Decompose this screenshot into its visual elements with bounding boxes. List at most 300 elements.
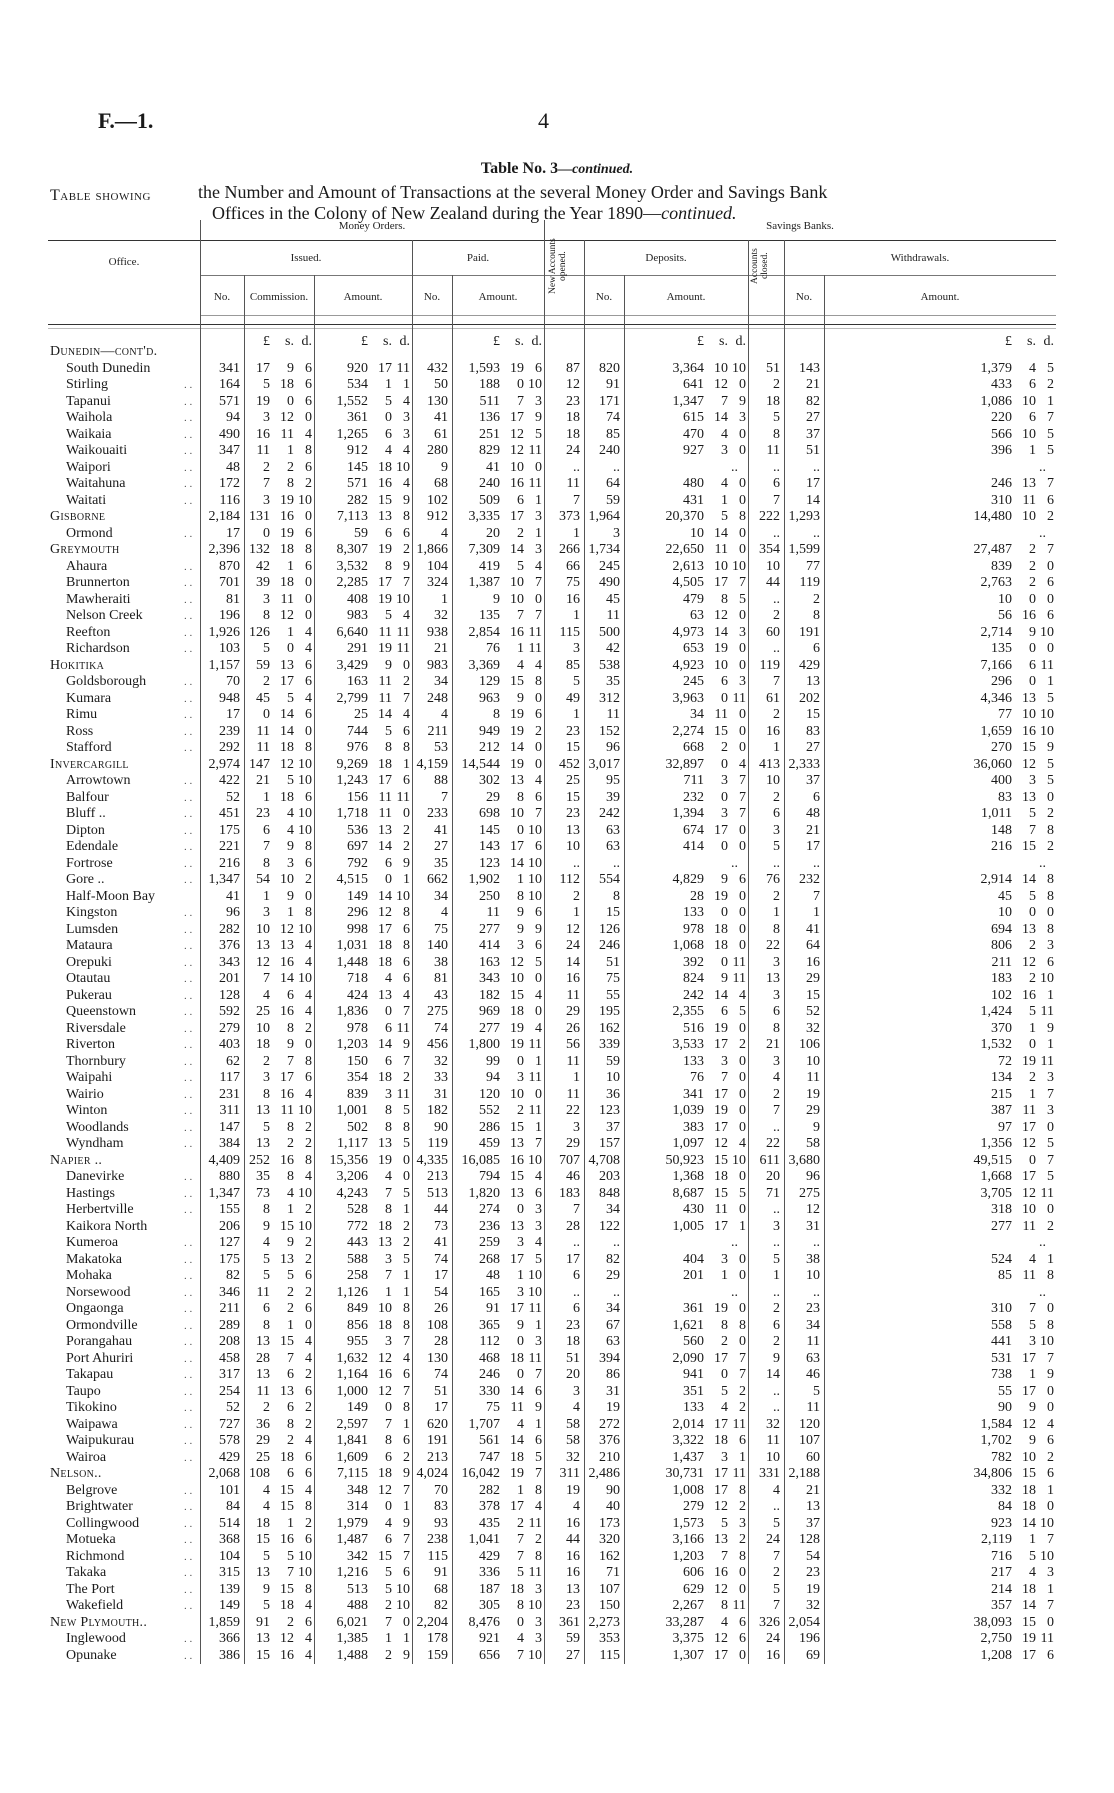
pounds: 8 [263,608,270,623]
count-value: 63 [606,839,620,854]
pence: 6 [1047,575,1054,590]
count-value: 63 [606,822,620,838]
shillings: 0 [721,1367,728,1382]
office-name: Thornbury [66,1053,126,1069]
shillings: 19 [378,1152,392,1168]
pounds: 236 [479,1218,500,1234]
count-value: 29 [566,1136,580,1151]
shillings: 15 [280,1581,294,1597]
shillings: 10 [714,558,728,574]
shillings: 4 [287,822,294,838]
pence: 2 [305,872,312,887]
pence: 10 [528,1152,542,1168]
office-name: Greymouth [50,542,120,557]
count-value: 195 [599,1004,620,1019]
pence: 7 [535,1136,542,1151]
pence: 4 [535,1169,542,1184]
pounds: 1,979 [336,1515,368,1531]
count-value: 21 [766,1037,780,1052]
shillings: 18 [1022,1581,1036,1597]
count-value: 578 [219,1433,240,1448]
shillings: 16 [510,624,524,640]
pence: 8 [739,509,746,524]
pence: 8 [403,509,410,524]
pence: 10 [298,1565,312,1580]
count-value: 36 [606,1086,620,1102]
shillings: 17 [510,410,524,425]
office-name: Mawheraiti [66,591,131,607]
count-value: 191 [427,1433,448,1448]
pounds: 135 [991,641,1012,656]
shillings: 0 [1029,641,1036,656]
count-value: 203 [599,1169,620,1184]
shillings: 11 [714,707,728,722]
pounds: 0 [263,525,270,541]
pounds: 976 [347,740,368,755]
pounds: 149 [347,1400,368,1415]
shillings: 11 [714,1202,728,1217]
count-value: 159 [427,1647,448,1663]
count-value: 315 [219,1565,240,1580]
office-name: Kingston [66,905,118,920]
pounds: 949 [479,723,500,739]
office-name: Balfour [66,789,109,805]
count-value: 27 [806,740,820,755]
count-value: 12 [566,921,580,937]
shillings: 14 [1022,1515,1036,1531]
pence: 7 [739,575,746,590]
pence: 8 [403,938,410,953]
pounds: 0 [263,707,270,722]
shillings: 13 [378,987,392,1003]
count-value: 254 [219,1383,240,1399]
pence: 1 [403,872,410,887]
shillings: 19 [280,525,294,541]
pence: 6 [305,1070,312,1085]
leader-dots: . . [184,461,193,474]
count-value: 59 [566,1631,580,1646]
count-value: 9 [813,1119,820,1135]
count-value: 23 [566,806,580,821]
count-value: 15 [566,740,580,755]
count-value: 16 [566,1515,580,1531]
shillings: 4 [385,1515,392,1531]
shillings: 17 [1022,1119,1036,1135]
pounds: 11 [256,740,270,755]
pounds: 19 [256,393,270,409]
pence: 3 [535,1202,542,1217]
pence: 0 [305,575,312,590]
count-value: 11 [806,1400,820,1415]
shillings: 12 [1022,1136,1036,1151]
shillings: 0 [721,839,728,854]
office-name: South Dunedin [66,360,151,376]
shillings: 11 [1022,1103,1036,1118]
count-value: 42 [606,641,620,656]
shillings: 10 [714,360,728,376]
count-value: 216 [219,855,240,871]
pence: 0 [403,1152,410,1168]
shillings: 5 [1029,1548,1036,1564]
pounds: 10 [256,1020,270,1036]
pence: 8 [1047,888,1054,904]
shillings: 10 [1022,1449,1036,1465]
shillings: 7 [517,608,524,623]
pounds: 365 [479,1317,500,1333]
pounds: 1,593 [468,360,500,376]
office-name: Stirling [66,377,109,392]
office-name: Collingwood [66,1515,140,1531]
shillings: 12 [1022,1416,1036,1432]
office-name: Motueka [66,1532,116,1547]
pounds: 212 [479,740,500,755]
pence: 0 [1047,1301,1054,1316]
count-value: 11 [806,1070,820,1085]
pounds: 615 [683,410,704,425]
shillings: 0 [517,1202,524,1217]
caption-line1: the Number and Amount of Transactions at the several Money Order and Savings Bank [198,182,828,202]
shillings: 8 [517,789,524,805]
pence: 10 [298,773,312,788]
pounds: 2,267 [672,1598,704,1613]
pence: 3 [1047,938,1054,953]
shillings: 2 [517,525,524,541]
count-value: 46 [806,1367,820,1382]
shillings: 3 [517,938,524,953]
shillings: 1 [721,1268,728,1283]
count-value: 82 [606,1251,620,1267]
count-value: 3 [773,954,780,970]
pounds: 782 [991,1449,1012,1465]
office-name: Danevirke [66,1169,125,1184]
count-value: 2 [573,888,580,904]
shillings: 9 [287,1037,294,1052]
count-value: 20 [766,1169,780,1184]
pence: 10 [1040,1548,1054,1564]
pence: 4 [403,608,410,623]
leader-dots: . . [184,841,193,853]
pounds: 145 [479,822,500,838]
count-value: 1 [573,1070,580,1085]
shillings: 17 [510,509,524,524]
count-value: 85 [566,657,580,673]
pence: 4 [535,1235,542,1250]
shillings: 18 [378,1218,392,1234]
pence: 0 [305,509,312,524]
pence: 6 [305,459,312,475]
shillings: 5 [287,690,294,706]
shillings: 4 [721,426,728,442]
pence: 2 [535,1532,542,1547]
count-value: 331 [759,1466,780,1481]
shillings: 12 [510,443,524,458]
pence: 0 [739,1053,746,1069]
pounds: 480 [683,476,704,491]
pence: 5 [739,1185,746,1201]
shillings: 17 [714,575,728,590]
count-value: 21 [806,822,820,838]
shillings: 2 [517,1103,524,1118]
pounds: 8,687 [672,1185,704,1201]
leader-dots: . . [184,1072,193,1084]
pence: 8 [305,740,312,755]
pence: 0 [739,426,746,442]
column-rule [244,275,245,1664]
count-value: .. [773,591,780,607]
pence: 5 [1047,426,1054,442]
pence: 0 [739,1169,746,1184]
pounds: 59 [354,525,368,541]
pounds: 1,039 [672,1103,704,1118]
count-value: .. [573,1284,580,1300]
pounds: 1,208 [980,1647,1012,1663]
count-value: 222 [759,509,780,524]
count-value: 2,273 [588,1614,620,1630]
count-value: 21 [806,1482,820,1498]
count-value: 4,024 [416,1466,448,1481]
count-value: .. [773,1119,780,1135]
pounds: 2,799 [336,690,368,706]
shillings: 5 [721,509,728,524]
leader-dots: . . [184,1055,193,1068]
column-rule [314,275,315,1664]
shillings: 8 [385,1103,392,1118]
pence: 2 [403,1235,410,1250]
shillings: 17 [378,575,392,590]
pounds: 1,086 [980,393,1012,409]
office-name: Makatoka [66,1251,122,1267]
pence: 0 [739,608,746,623]
pence: 11 [528,1070,542,1085]
count-value: 128 [219,987,240,1003]
pounds: 215 [991,1086,1012,1102]
count-value: 2,333 [788,756,820,772]
pounds: 431 [683,492,704,508]
shillings: 19 [1022,1053,1036,1069]
count-value: 101 [219,1482,240,1498]
shillings: 1 [517,1482,524,1498]
shillings: 10 [510,971,524,986]
pounds: 310 [991,492,1012,508]
pence: d. [399,334,410,349]
count-value: 6 [773,476,780,491]
shillings: 8 [385,558,392,574]
count-value: 8 [773,921,780,937]
pounds: 11 [256,1284,270,1300]
count-value: 16 [566,591,580,607]
count-value: 26 [566,1020,580,1036]
pounds: 509 [479,492,500,508]
pounds: 1 [263,888,270,904]
count-value: 7 [773,1103,780,1118]
pounds: 28 [690,888,704,904]
pence: 0 [739,839,746,854]
count-value: 1,926 [208,624,240,640]
count-value: 2 [773,377,780,392]
pounds: 34 [690,707,704,722]
count-value: 490 [599,575,620,590]
pence: 0 [739,443,746,458]
leader-dots: . . [184,791,193,804]
count-value: 366 [219,1631,240,1646]
shillings: 1 [287,1317,294,1333]
money-orders-header: Money Orders. [338,220,406,232]
pounds: 718 [347,971,368,986]
office-name: Arrowtown [66,773,131,788]
count-value: 24 [766,1532,780,1547]
count-value: 182 [427,1103,448,1118]
shillings: 10 [1022,707,1036,722]
count-value: 16 [566,1548,580,1564]
count-value: 191 [799,624,820,640]
office-name: Invercargill [50,756,129,772]
pence: 9 [403,1515,410,1531]
shillings: 14 [378,839,392,854]
count-value: 4 [773,1482,780,1498]
office-name: Norsewood [66,1284,131,1300]
office-name: Opunake [66,1647,117,1663]
pounds: 13 [256,1103,270,1118]
count-value: 202 [799,690,820,706]
count-value: 211 [427,723,448,739]
pence: 6 [305,674,312,689]
pence: 10 [1040,624,1054,640]
shillings: 19 [510,1020,524,1036]
pence: 5 [1047,360,1054,376]
pounds: 383 [683,1119,704,1135]
shillings: 18 [714,921,728,937]
leader-dots: . . [184,1600,193,1612]
count-value: .. [773,1284,780,1300]
count-value: 376 [219,938,240,953]
pence: 1 [403,1202,410,1217]
count-value: 275 [799,1185,820,1201]
count-value: 2,068 [208,1466,240,1481]
pounds: 1,820 [468,1185,500,1201]
shillings: 18 [378,756,392,772]
pence: 7 [1047,476,1054,491]
pence: 8 [535,674,542,689]
pence: 2 [403,674,410,689]
count-value: 37 [806,773,820,788]
count-value: 90 [606,1482,620,1498]
shillings: 0 [721,756,728,772]
count-value: 1 [573,525,580,541]
pence: 0 [739,377,746,392]
shillings: 7 [287,1565,294,1580]
count-value: 18 [766,393,780,409]
pounds: 6,640 [336,624,368,640]
pounds: 49,515 [973,1152,1012,1168]
pence: 3 [1047,1565,1054,1580]
count-value: 29 [606,1268,620,1283]
pence: 1 [535,1119,542,1135]
count-value: 27 [434,839,448,854]
count-value: 2 [773,1301,780,1316]
count-value: 312 [599,690,620,706]
pounds: 112 [479,1334,500,1349]
count-value: .. [773,525,780,541]
pence: 6 [1047,492,1054,508]
shillings: 4 [517,1416,524,1432]
count-value: 175 [219,822,240,838]
pence: 2 [739,1499,746,1514]
count-value: 9 [441,459,448,475]
pence: 1 [403,1631,410,1646]
count-value: 64 [806,938,820,953]
shillings: 14 [714,525,728,541]
pence: 0 [739,888,746,904]
count-value: 4 [573,1400,580,1415]
issued-amount-header: Amount. [343,291,383,303]
pence: 6 [739,1631,746,1646]
shillings: 6 [721,1004,728,1019]
count-value: 2,054 [788,1614,820,1630]
office-name: Edendale [66,839,119,854]
count-value: 172 [219,476,240,491]
pounds: 6 [263,822,270,838]
count-value: 61 [766,690,780,706]
office-name: Brunnerton [66,575,130,590]
count-value: 74 [606,410,620,425]
pounds: 150 [347,1053,368,1069]
pence: 9 [1047,740,1054,755]
count-value: 66 [566,558,580,574]
pence: 11 [1040,657,1054,673]
count-value: 206 [219,1218,240,1234]
count-value: 373 [559,509,580,524]
shillings: 12 [510,954,524,970]
count-value: 2,184 [208,509,240,524]
pounds: 824 [683,971,704,986]
pounds: 414 [683,839,704,854]
pounds: 8,476 [468,1614,500,1630]
pounds: 351 [683,1383,704,1399]
pounds: 912 [347,443,368,458]
count-value: 3 [573,1383,580,1399]
pounds: 3 [263,1070,270,1085]
pounds: 419 [479,558,500,574]
count-value: 75 [566,575,580,590]
pence: 7 [739,789,746,805]
shillings: 8 [517,1598,524,1613]
pence: 0 [739,1301,746,1316]
pence: 6 [535,839,542,854]
pence: 3 [1047,1070,1054,1085]
pounds: 13 [256,1136,270,1151]
shillings: 19 [510,756,524,772]
count-value: 74 [434,1020,448,1036]
count-value: 82 [226,1268,240,1283]
shillings: 14 [510,1433,524,1448]
shillings: 15 [280,1218,294,1234]
pence: 7 [403,1053,410,1069]
pence: 1 [1047,674,1054,689]
pence: 6 [535,1383,542,1399]
caption-continued: continued. [661,203,737,223]
count-value: 7 [813,888,820,904]
pounds: 134 [991,1070,1012,1085]
pence: 0 [403,657,410,673]
shillings: 18 [510,1004,524,1019]
office-name: Bluff .. [66,806,106,821]
pence: 10 [298,756,312,772]
shillings: 15 [1022,1614,1036,1630]
shillings: 12 [280,756,294,772]
count-value: 73 [434,1218,448,1234]
pounds: 214 [991,1581,1012,1597]
leader-dots: . . [184,1105,193,1117]
